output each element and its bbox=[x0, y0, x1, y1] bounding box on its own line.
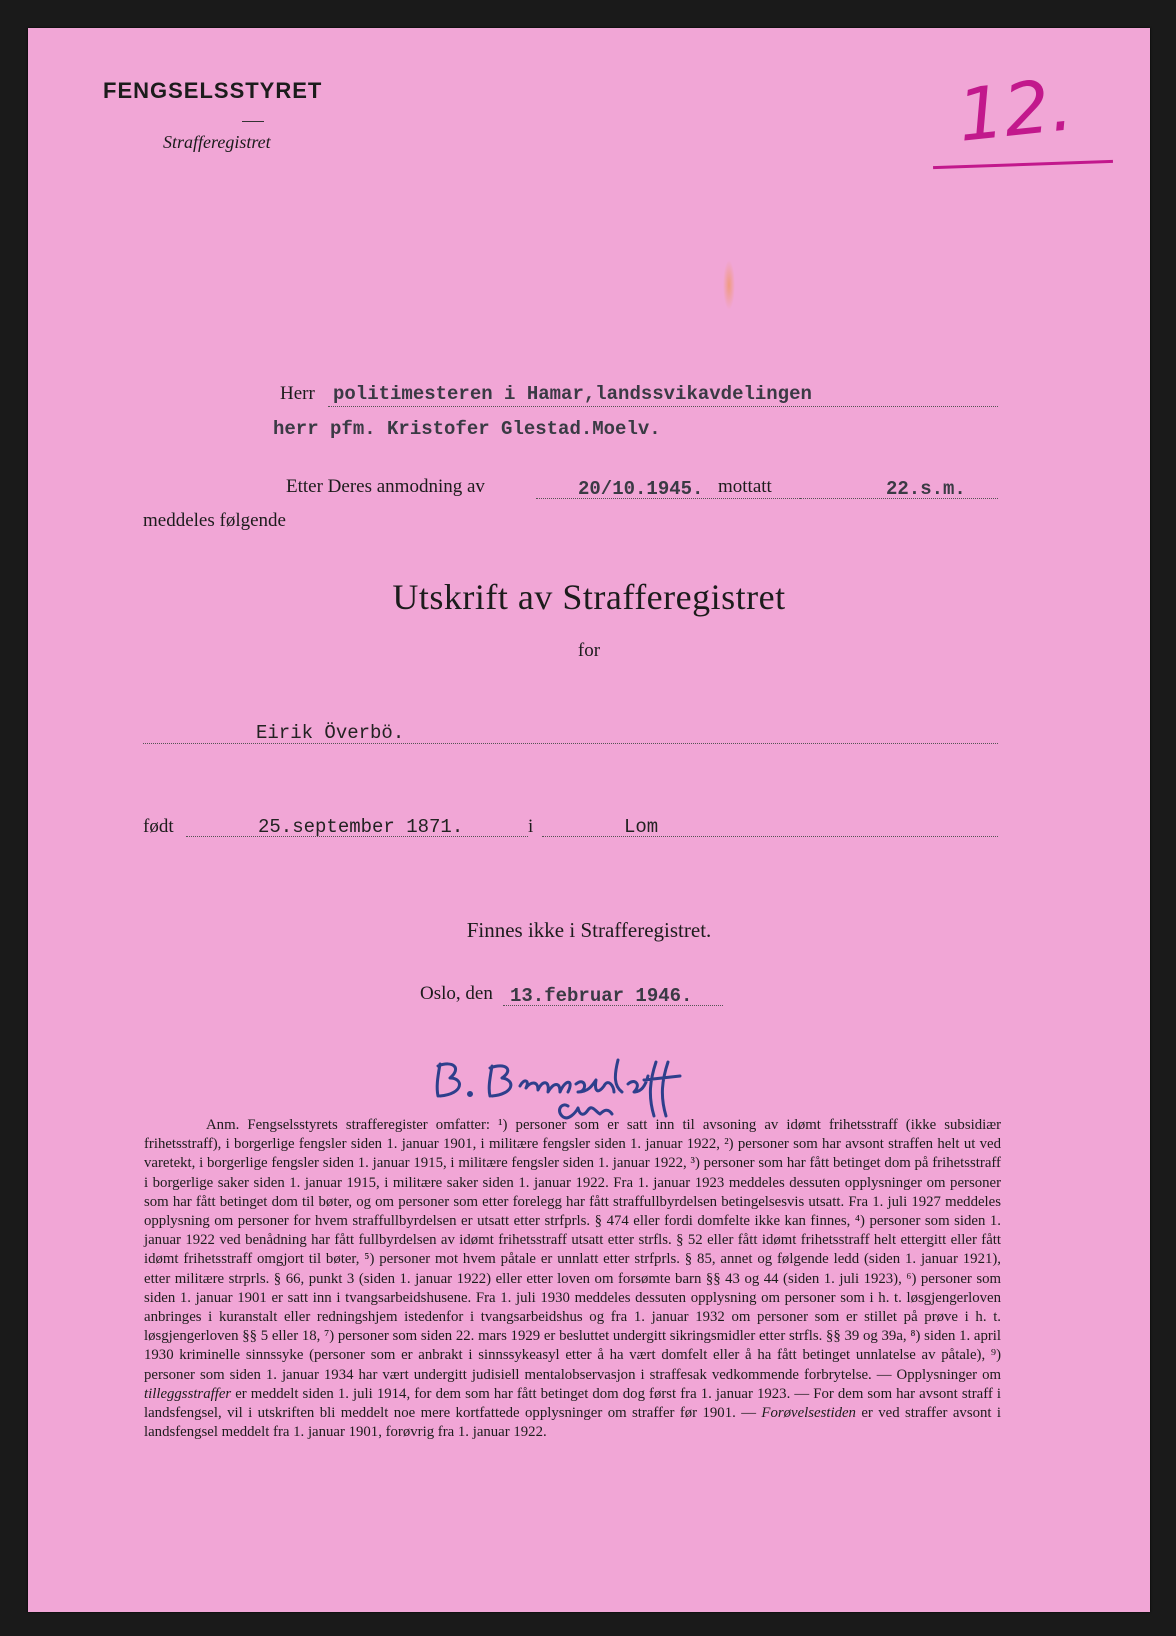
born-label: født bbox=[143, 816, 174, 837]
mottatt-label: mottatt bbox=[718, 476, 772, 497]
paper-stain bbox=[723, 260, 735, 310]
divider bbox=[242, 121, 264, 122]
address-line-2: herr pfm. Kristofer Glestad.Moelv. bbox=[273, 418, 661, 440]
herr-label: Herr bbox=[280, 383, 315, 404]
dateline-label: Oslo, den bbox=[420, 983, 493, 1004]
handwritten-underline bbox=[933, 160, 1113, 169]
department-name: Strafferegistret bbox=[163, 132, 271, 152]
document-page bbox=[28, 28, 1150, 1612]
note-italic-2: Forøvelsestiden bbox=[761, 1405, 856, 1422]
dateline-date: 13.februar 1946. bbox=[510, 985, 693, 1007]
person-name: Eirik Överbö. bbox=[256, 722, 405, 744]
dotted-line bbox=[542, 836, 998, 837]
footnote-text bbox=[144, 1116, 1001, 1442]
birth-place: Lom bbox=[624, 816, 659, 838]
place-label: i bbox=[528, 816, 534, 837]
request-date: 20/10.1945. bbox=[578, 478, 704, 500]
note-part-3: er ved straffer avsont i landsfengsel meddelt fra 1. januar 1901, forøvrig fra 1. januar 1922. bbox=[144, 1405, 1001, 1441]
request-label: Etter Deres anmodning av bbox=[286, 476, 485, 497]
organization-name: FENGSELSSTYRET bbox=[103, 78, 323, 103]
for-label: for bbox=[577, 640, 601, 661]
note-part-2: er meddelt siden 1. juli 1914, for dem som har fått betinget dom dog først fra 1. januar 1923. — For dem som har avsont straff i landsfengsel, vil i utskriften bli meddelt noe mere kortfattede opplysninger om straffer før 1901. — bbox=[144, 1385, 1001, 1422]
document-title: Utskrift av Strafferegistret bbox=[392, 577, 786, 617]
note-italic-1: tilleggsstraffer bbox=[144, 1385, 232, 1402]
dotted-line bbox=[328, 406, 998, 407]
born-date: 25.september 1871. bbox=[258, 816, 464, 838]
meddeles-label: meddeles følgende bbox=[143, 510, 286, 531]
result-statement: Finnes ikke i Strafferegistret. bbox=[466, 918, 712, 942]
address-line-1: politimesteren i Hamar,landssvikavdelingen bbox=[333, 383, 812, 405]
handwritten-number: 12. bbox=[953, 62, 1077, 158]
note-part-1: Anm. Fengselsstyrets strafferegister omfatter: ¹) personer som er satt inn til avsoning av idømt frihetsstraff (ikke subsidiær frihetsstraff), i borgerlige fengsler siden 1. januar 1901, i militære fengsler siden 1. januar 1922, ²) personer som har avsont straffen helt ut ved varetekt, i borgerlige fengsler siden 1. januar 1915, i militære fengsler siden 1. januar 1922, ³) personer som har fått betinget dom på frihetsstraff i borgerlige saker siden 1. januar 1915, i militære saker siden 1. januar 1922. Fra 1. januar 1923 meddeles dessuten opplysninger om personer som har fått betinget dom til bøter, og om personer som etter forelegg har fått straffullbyrdelsen betingelsesvis utsatt. Fra 1. juli 1927 meddeles opplysning om personer for hvem straffullbyrdelsen er utsatt etter strfprls. § 474 eller fordi domfelte ikke kan finnes, ⁴) personer som siden 1. januar 1922 ved benådning har fått fullbyrdelsen av idømt frihetsstraff utsatt etter strfls. § 52 eller fått idømt frihetsstraff helt ettergitt eller fått idømt frihetsstraff omgjort til bøter, ⁵) personer mot hvem påtale er unnlatt etter strfprls. § 85, annet og følgende ledd (siden 1. januar 1921), etter militære strprls. § 66, punkt 3 (siden 1. januar 1922) eller etter loven om forsømte barn §§ 43 og 44 (siden 1. juli 1923), ⁶) personer som siden 1. januar 1901 er satt inn i tvangsarbeidshusene. Fra 1. juli 1930 meddeles dessuten opplysning om personer som i h. t. løsgjengerloven anbringes i kuranstalt eller redningshjem istedenfor i tvangsarbeidshus og fra 1. januar 1932 om personer som er stillet på prøve i h. t. løsgjengerloven §§ 5 eller 18, ⁷) personer som siden 22. mars 1929 er besluttet undergitt sikringsmidler etter strfls. §§ 39 og 39a, ⁸) siden 1. april 1930 kriminelle sinnssyke (personer som er anbrakt i sinnssykeasyl etter å ha vært domfelt eller å ha fått betinget unnlatelse av påtale), ⁹) personer som siden 1. januar 1934 har vært undergitt judisiell mentalobservasjon i straffesak vedkommende forbrytelse. — Opplysninger om bbox=[144, 1117, 1001, 1383]
received-date: 22.s.m. bbox=[886, 478, 966, 500]
